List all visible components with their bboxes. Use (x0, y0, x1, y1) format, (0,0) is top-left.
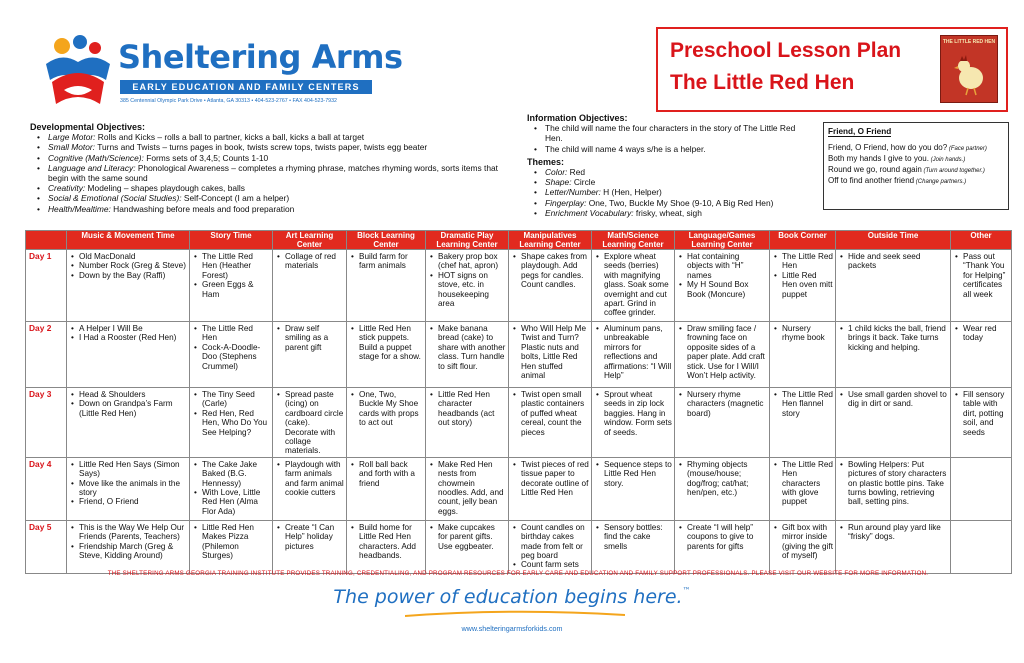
activity-list (428, 252, 506, 308)
table-row (26, 520, 1012, 573)
training-institute-note: THE SHELTERING ARMS GEORGIA TRAINING INSTITUTE PROVIDES TRAINING, CREDENTIALING, AND PROGRAM RESOURCES FOR EARLY CARE AND EDUCATION AND FAMILY SUPPORT PROFESSIONALS. PLEASE VISIT OUR WEBSITE FOR MORE INFORMATION. (107, 570, 929, 577)
activity-list (511, 390, 589, 437)
logo-address: 385 Centennial Olympic Park Drive • Atlanta, GA 30313 • 404-523-2767 • FAX 404-523-7932 (120, 98, 337, 104)
activity-item: • Count candles on birthday cakes made from felt or peg board (511, 523, 589, 561)
lesson-plan-title: Preschool Lesson Plan (670, 39, 902, 62)
objective-item: • Large Motor: Rolls and Kicks – rolls a ball to partner, kicks a ball, kicks a ball at target (30, 132, 502, 142)
sheltering-arms-logo (40, 34, 403, 112)
book-title: The Little Red Hen (670, 71, 855, 94)
objective-item: • Health/Mealtime: Handwashing before meals and food preparation (30, 204, 502, 214)
activity-list (428, 523, 506, 551)
song-line: Round we go, round again (Turn around together.) (828, 165, 985, 174)
activity-item: • With Love, Little Red Hen (Alma Flor Ada) (192, 488, 270, 516)
activity-cell (770, 520, 836, 573)
activity-item: • Collage of red materials (275, 252, 344, 271)
activity-cell (426, 250, 509, 322)
information-objectives (527, 113, 812, 221)
activity-cell (592, 322, 675, 388)
activity-list (69, 324, 187, 343)
activity-item: • The Cake Jake Baked (B.G. Hennessy) (192, 460, 270, 488)
activity-list (275, 252, 344, 271)
day-label: Day 1 (26, 250, 67, 322)
activity-cell (836, 388, 951, 458)
activity-item: • Little Red Hen character headbands (act out story) (428, 390, 506, 428)
activity-item: • Move like the animals in the story (69, 479, 187, 498)
activity-cell (951, 322, 1012, 388)
day-label: Day 3 (26, 388, 67, 458)
activity-item: • Little Red Hen oven mitt puppet (772, 271, 833, 299)
activity-item: • Green Eggs & Ham (192, 280, 270, 299)
developmental-list (30, 132, 502, 214)
column-header: Dramatic Play Learning Center (426, 231, 509, 250)
activity-item: • Cock-A-Doodle-Doo (Stephens Crummel) (192, 343, 270, 371)
theme-item: • Shape: Circle (527, 177, 812, 187)
activity-item: • Nursery rhyme book (772, 324, 833, 343)
activity-item: • Little Red Hen Says (Simon Says) (69, 460, 187, 479)
column-header: Art Learning Center (273, 231, 347, 250)
activity-cell (426, 322, 509, 388)
activity-cell (347, 457, 426, 520)
column-header: Manipulatives Learning Center (509, 231, 592, 250)
activity-list (428, 324, 506, 371)
activity-item: • Create “I will help” coupons to give to parents for gifts (677, 523, 767, 551)
activity-item: • Hide and seek seed packets (838, 252, 948, 271)
activity-cell (426, 388, 509, 458)
activity-cell (347, 250, 426, 322)
activity-list (69, 523, 187, 561)
activity-list (511, 324, 589, 380)
activity-item: • I Had a Rooster (Red Hen) (69, 333, 187, 342)
song-line: Friend, O Friend, how do you do? (Face partner) (828, 143, 987, 152)
book-cover-image (940, 35, 998, 103)
activity-list (192, 390, 270, 437)
activity-cell (190, 388, 273, 458)
activity-list (349, 460, 423, 488)
song-box (823, 122, 1009, 210)
activity-item: • Nursery rhyme characters (magnetic board) (677, 390, 767, 418)
activity-item: • Fill sensory table with dirt, potting soil, and seeds (953, 390, 1009, 437)
logo-subtitle: EARLY EDUCATION AND FAMILY CENTERS (120, 80, 372, 94)
theme-item: • Enrichment Vocabulary: frisky, wheat, sigh (527, 208, 812, 218)
information-list (527, 123, 812, 154)
activity-list (838, 523, 948, 542)
activity-item: • Count farm sets (511, 560, 589, 569)
activity-item: • Twist pieces of red tissue paper to decorate outline of Little Red Hen (511, 460, 589, 498)
activity-list (511, 252, 589, 290)
activity-list (192, 460, 270, 516)
activity-item: • Roll ball back and forth with a friend (349, 460, 423, 488)
objective-item: • Language and Literacy: Phonological Awareness – completes a rhyming phrase, matches rhyming words, sorts items that begin with the same sound (30, 163, 502, 183)
column-header: Story Time (190, 231, 273, 250)
activity-list (349, 252, 423, 271)
activity-item: • Little Red Hen stick puppets. Build a puppet stage for a show. (349, 324, 423, 362)
website-link[interactable]: www.shelteringarmsforkids.com (461, 624, 563, 633)
activity-item: • Use small garden shovel to dig in dirt or sand. (838, 390, 948, 409)
activity-cell (675, 457, 770, 520)
activity-cell (592, 388, 675, 458)
information-item: • The child will name the four characters in the story of The Little Red Hen. (527, 123, 812, 143)
activity-cell (836, 322, 951, 388)
activity-list (677, 523, 767, 551)
activity-cell (347, 388, 426, 458)
activity-list (192, 252, 270, 299)
activity-cell (951, 520, 1012, 573)
activity-list (69, 390, 187, 418)
activity-item: • Explore wheat seeds (berries) with magnifying glass. Soak some overnight and cut apart. Grind in coffee grinder. (594, 252, 672, 318)
activity-cell (67, 457, 190, 520)
table-body (26, 250, 1012, 574)
logo-wordmark: Sheltering Arms (118, 38, 403, 76)
activity-cell (67, 250, 190, 322)
activity-item: • The Little Red Hen (772, 252, 833, 271)
lesson-plan-table (25, 230, 1012, 574)
activity-list (772, 523, 833, 561)
activity-item: • Gift box with mirror inside (giving the gift of myself) (772, 523, 833, 561)
activity-item: • The Little Red Hen (192, 324, 270, 343)
activity-cell (592, 250, 675, 322)
activity-list (677, 390, 767, 418)
activity-item: • Twist open small plastic containers of puffed wheat cereal, count the pieces (511, 390, 589, 437)
activity-item: • Friend, O Friend (69, 497, 187, 506)
song-title: Friend, O Friend (828, 127, 892, 136)
activity-item: • Make cupcakes for parent gifts. Use eggbeater. (428, 523, 506, 551)
activity-cell (509, 388, 592, 458)
activity-item: • A Helper I Will Be (69, 324, 187, 333)
activity-list (511, 523, 589, 570)
activity-cell (675, 250, 770, 322)
activity-cell (67, 388, 190, 458)
activity-list (594, 390, 672, 437)
activity-list (594, 460, 672, 488)
activity-item: • Little Red Hen Makes Pizza (Philemon Sturges) (192, 523, 270, 561)
activity-cell (190, 322, 273, 388)
developmental-objectives (30, 122, 502, 214)
table-row (26, 250, 1012, 322)
activity-list (275, 390, 344, 456)
song-line: Off to find another friend (Change partners.) (828, 176, 967, 185)
activity-item: • Shape cakes from playdough. Add pegs for candles. Count candles. (511, 252, 589, 290)
activity-list (275, 324, 344, 352)
activity-item: • Make Red Hen nests from chowmein noodles. Add, and count, jelly bean eggs. (428, 460, 506, 516)
objective-item: • Creativity: Modeling – shapes playdough cakes, balls (30, 183, 502, 193)
activity-item: • Friendship March (Greg & Steve, Kidding Around) (69, 542, 187, 561)
activity-list (953, 252, 1009, 299)
activity-cell (836, 457, 951, 520)
activity-cell (273, 520, 347, 573)
activity-item: • Make banana bread (cake) to share with another class. Turn handle to sift flour. (428, 324, 506, 371)
activity-cell (675, 388, 770, 458)
activity-item: • Spread paste (icing) on cardboard circle (cake). Decorate with collage materials. (275, 390, 344, 456)
activity-item: • Who Will Help Me Twist and Turn? Plastic nuts and bolts, Little Red Hen stuffed animal (511, 324, 589, 380)
activity-list (953, 324, 1009, 343)
activity-cell (675, 322, 770, 388)
column-header: Block Learning Center (347, 231, 426, 250)
activity-item: • Bakery prop box (chef hat, apron) (428, 252, 506, 271)
activity-item: • Bowling Helpers: Put pictures of story characters on plastic bottle pins. Take turns bowling, retrieving ball, setting pins. (838, 460, 948, 507)
themes-heading: Themes: (527, 156, 565, 167)
activity-item: • Sequence steps to Little Red Hen story. (594, 460, 672, 488)
activity-item: • Draw self smiling as a parent gift (275, 324, 344, 352)
hen-icon (953, 52, 987, 96)
activity-cell (675, 520, 770, 573)
activity-cell (836, 520, 951, 573)
day-label: Day 4 (26, 457, 67, 520)
activity-item: • Down by the Bay (Raffi) (69, 271, 187, 280)
activity-list (349, 324, 423, 362)
activity-item: • Build home for Little Red Hen characters. Add headbands. (349, 523, 423, 561)
activity-cell (509, 322, 592, 388)
column-header: Math/Science Learning Center (592, 231, 675, 250)
activity-cell (592, 457, 675, 520)
activity-item: • Sensory bottles: find the cake smells (594, 523, 672, 551)
activity-list (838, 252, 948, 271)
themes-list (527, 167, 812, 218)
activity-list (838, 460, 948, 507)
activity-list (594, 252, 672, 318)
activity-cell (426, 457, 509, 520)
activity-item: • Rhyming objects (mouse/house; dog/frog; cat/hat; hen/pen, etc.) (677, 460, 767, 498)
activity-list (677, 460, 767, 498)
activity-cell (951, 250, 1012, 322)
column-header: Outside Time (836, 231, 951, 250)
activity-list (69, 460, 187, 507)
activity-item: • Playdough with farm animals and farm animal cookie cutters (275, 460, 344, 498)
activity-list (772, 252, 833, 299)
swoosh-icon (405, 610, 625, 618)
activity-list (594, 324, 672, 380)
activity-item: • Hat containing objects with “H” names (677, 252, 767, 280)
activity-item: • Number Rock (Greg & Steve) (69, 261, 187, 270)
activity-list (192, 523, 270, 561)
activity-item: • One, Two, Buckle My Shoe cards with props to act out (349, 390, 423, 428)
activity-list (192, 324, 270, 371)
theme-item: • Color: Red (527, 167, 812, 177)
activity-item: • HOT signs on stove, etc. in housekeeping area (428, 271, 506, 309)
theme-item: • Letter/Number: H (Hen, Helper) (527, 187, 812, 197)
day-label: Day 2 (26, 322, 67, 388)
activity-cell (770, 388, 836, 458)
activity-cell (509, 520, 592, 573)
activity-cell (509, 250, 592, 322)
theme-item: • Fingerplay: One, Two, Buckle My Shoe (9-10, A Big Red Hen) (527, 198, 812, 208)
song-line: Both my hands I give to you. (Join hands.) (828, 154, 966, 163)
developmental-heading: Developmental Objectives: (30, 122, 146, 132)
activity-item: • Red Hen, Red Hen, Who Do You See Helping? (192, 409, 270, 437)
activity-item: • Wear red today (953, 324, 1009, 343)
information-item: • The child will name 4 ways s/he is a helper. (527, 144, 812, 154)
activity-list (275, 523, 344, 551)
family-emblem-icon (40, 34, 114, 110)
day-label: Day 5 (26, 520, 67, 573)
activity-cell (273, 250, 347, 322)
activity-list (69, 252, 187, 280)
column-header: Book Corner (770, 231, 836, 250)
activity-list (428, 460, 506, 516)
activity-item: • The Little Red Hen characters with glove puppet (772, 460, 833, 507)
activity-list (838, 324, 948, 352)
activity-cell (273, 457, 347, 520)
activity-item: • Old MacDonald (69, 252, 187, 261)
activity-list (772, 324, 833, 343)
column-header: Other (951, 231, 1012, 250)
information-heading: Information Objectives: (527, 113, 628, 123)
objective-item: • Cognitive (Math/Science): Forms sets of 3,4,5; Counts 1-10 (30, 153, 502, 163)
column-header: Music & Movement Time (67, 231, 190, 250)
activity-cell (67, 520, 190, 573)
activity-list (349, 390, 423, 428)
activity-cell (273, 322, 347, 388)
activity-item: • Aluminum pans, unbreakable mirrors for reflections and affirmations: “I Will Help” (594, 324, 672, 380)
activity-cell (426, 520, 509, 573)
activity-list (772, 460, 833, 507)
activity-list (838, 390, 948, 409)
activity-list (428, 390, 506, 428)
activity-list (349, 523, 423, 561)
book-cover-title: THE LITTLE RED HEN (942, 39, 996, 45)
activity-list (953, 390, 1009, 437)
table-header-row (26, 231, 1012, 250)
activity-item: • My H Sound Box Book (Moncure) (677, 280, 767, 299)
activity-cell (347, 520, 426, 573)
activity-cell (770, 322, 836, 388)
column-header: Language/Games Learning Center (675, 231, 770, 250)
activity-item: • The Little Red Hen flannel story (772, 390, 833, 418)
activity-cell (951, 388, 1012, 458)
activity-item: • Head & Shoulders (69, 390, 187, 399)
activity-cell (190, 520, 273, 573)
table-row (26, 388, 1012, 458)
activity-list (594, 523, 672, 551)
activity-list (275, 460, 344, 498)
activity-list (772, 390, 833, 418)
activity-cell (592, 520, 675, 573)
column-header (26, 231, 67, 250)
activity-item: • Run around play yard like “frisky” dogs. (838, 523, 948, 542)
activity-item: • Pass out “Thank You for Helping” certificates all week (953, 252, 1009, 299)
activity-item: • This is the Way We Help Our Friends (Parents, Teachers) (69, 523, 187, 542)
lesson-title-box (656, 27, 1008, 112)
activity-cell (347, 322, 426, 388)
activity-cell (770, 250, 836, 322)
objective-item: • Small Motor: Turns and Twists – turns pages in book, twists screw tops, twists paper, twists egg beater (30, 142, 502, 152)
activity-item: • Create “I Can Help” holiday pictures (275, 523, 344, 551)
activity-list (677, 324, 767, 380)
activity-cell (273, 388, 347, 458)
activity-item: • The Little Red Hen (Heather Forest) (192, 252, 270, 280)
activity-list (511, 460, 589, 498)
table-row (26, 322, 1012, 388)
activity-cell (951, 457, 1012, 520)
activity-item: • Draw smiling face / frowning face on opposite sides of a paper plate. Add craft stick. Use for I Will/I Won’t Help activity. (677, 324, 767, 380)
activity-list (677, 252, 767, 299)
activity-cell (770, 457, 836, 520)
activity-item: • Sprout wheat seeds in zip lock baggies. Hang in window. Form sets of seeds. (594, 390, 672, 437)
table-row (26, 457, 1012, 520)
activity-cell (190, 250, 273, 322)
activity-item: • The Tiny Seed (Carle) (192, 390, 270, 409)
activity-item: • Build farm for farm animals (349, 252, 423, 271)
objective-item: • Social & Emotional (Social Studies): Self-Concept (I am a helper) (30, 193, 502, 203)
activity-cell (67, 322, 190, 388)
tagline: The power of education begins here.™ (333, 586, 691, 608)
activity-cell (509, 457, 592, 520)
activity-cell (836, 250, 951, 322)
activity-item: • Down on Grandpa’s Farm (Little Red Hen) (69, 399, 187, 418)
activity-item: • 1 child kicks the ball, friend brings it back. Take turns kicking and helping. (838, 324, 948, 352)
activity-cell (190, 457, 273, 520)
